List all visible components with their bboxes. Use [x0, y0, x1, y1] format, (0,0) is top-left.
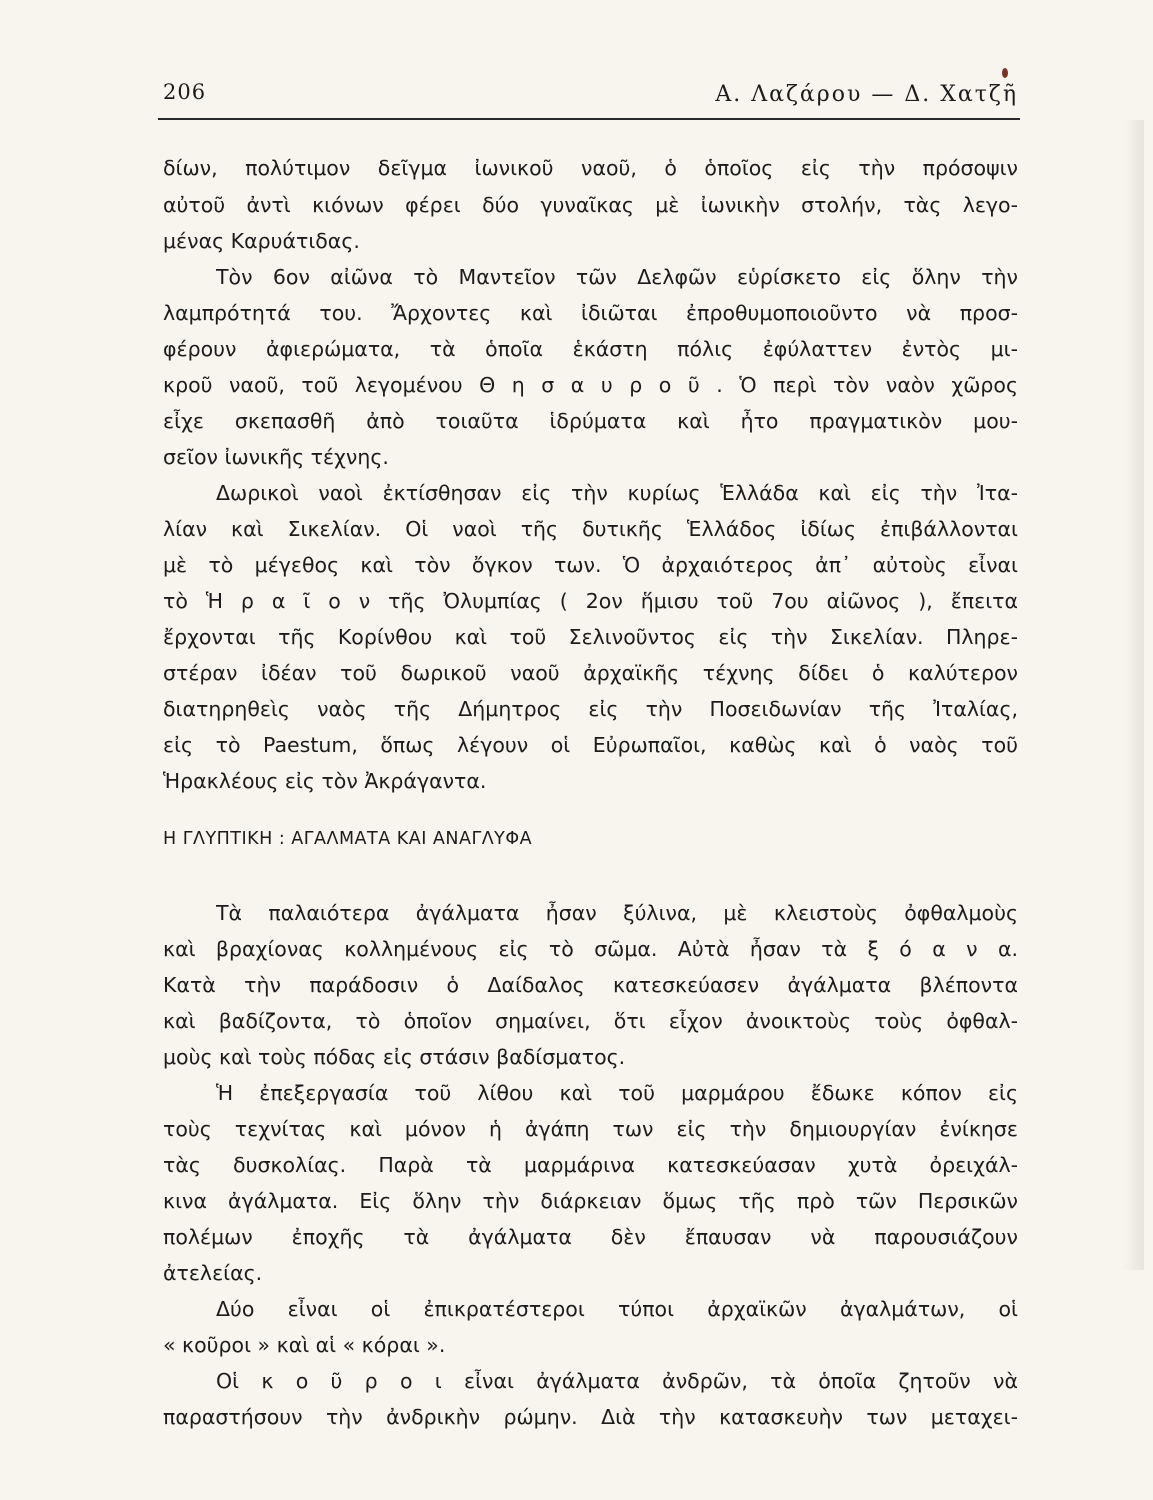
- text-line: παραστήσουν τὴν ἀνδρικὴν ρώμην. Διὰ τὴν κατασκευὴν των μεταχει-: [163, 1405, 1018, 1429]
- text-line: Ἡρακλέους εἰς τὸν Ἀκράγαντα.: [163, 769, 487, 793]
- text-line: καὶ βαδίζοντα, τὸ ὁποῖον σημαίνει, ὅτι εἶχον ἀνοικτοὺς τοὺς ὀφθαλ-: [163, 1009, 1018, 1033]
- text-line: αὐτοῦ ἀντὶ κιόνων φέρει δύο γυναῖκας μὲ ἰωνικὴν στολήν, τὰς λεγο-: [163, 193, 1018, 217]
- text-line: ἔρχονται τῆς Κορίνθου καὶ τοῦ Σελινοῦντος εἰς τὴν Σικελίαν. Πληρε-: [163, 625, 1018, 649]
- text-line: κροῦ ναοῦ, τοῦ λεγομένου Θ η σ α υ ρ ο ῦ . Ὁ περὶ τὸν ναὸν χῶρος: [163, 373, 1018, 397]
- text-line: κινα ἀγάλματα. Εἰς ὅλην τὴν διάρκειαν ὅμως τῆς πρὸ τῶν Περσικῶν: [163, 1189, 1018, 1213]
- text-line: « κοῦροι » καὶ αἱ « κόραι ».: [163, 1333, 446, 1357]
- text-line: τὰς δυσκολίας. Παρὰ τὰ μαρμάρινα κατεσκεύασαν χυτὰ ὀρειχάλ-: [163, 1153, 1018, 1177]
- text-line: Οἱ κ ο ῦ ρ ο ι εἶναι ἀγάλματα ἀνδρῶν, τὰ ὁποῖα ζητοῦν νὰ: [216, 1369, 1018, 1393]
- text-line: Δωρικοὶ ναοὶ ἐκτίσθησαν εἰς τὴν κυρίως Ἑλλάδα καὶ εἰς τὴν Ἰτα-: [216, 481, 1018, 505]
- text-line: Τὰ παλαιότερα ἀγάλματα ἦσαν ξύλινα, μὲ κλειστοὺς ὀφθαλμοὺς: [216, 901, 1018, 925]
- text-line: πολέμων ἐποχῆς τὰ ἀγάλματα δὲν ἔπαυσαν νὰ παρουσιάζουν: [163, 1225, 1018, 1249]
- text-line: ἀτελείας.: [163, 1261, 263, 1285]
- section-heading: Η ΓΛΥΠΤΙΚΗ : ΑΓΑΛΜΑΤΑ ΚΑΙ ΑΝΑΓΛΥΦΑ: [163, 829, 533, 849]
- running-head: Α. Λαζάρου — Δ. Χατζῆ: [715, 82, 1018, 107]
- text-line: Τὸν 6ον αἰῶνα τὸ Μαντεῖον τῶν Δελφῶν εὑρίσκετο εἰς ὅλην τὴν: [216, 265, 1018, 289]
- page-header: [163, 80, 1018, 114]
- text-line: εἰς τὸ Paestum, ὅπως λέγουν οἱ Εὐρωπαῖοι, καθὼς καὶ ὁ ναὸς τοῦ: [163, 733, 1018, 757]
- text-line: λίαν καὶ Σικελίαν. Οἱ ναοὶ τῆς δυτικῆς Ἑλλάδος ἰδίως ἐπιβάλλονται: [163, 517, 1018, 541]
- text-line: σεῖον ἰωνικῆς τέχνης.: [163, 445, 389, 469]
- text-line: Κατὰ τὴν παράδοσιν ὁ Δαίδαλος κατεσκεύασεν ἀγάλματα βλέποντα: [163, 973, 1018, 997]
- ink-mark: [1002, 68, 1008, 78]
- text-line: Ἡ ἐπεξεργασία τοῦ λίθου καὶ τοῦ μαρμάρου ἔδωκε κόπον εἰς: [216, 1081, 1018, 1105]
- text-line: Δύο εἶναι οἱ ἐπικρατέστεροι τύποι ἀρχαϊκῶν ἀγαλμάτων, οἱ: [216, 1297, 1018, 1321]
- bleed-through-margin: [1122, 120, 1144, 1270]
- page-number: 206: [163, 80, 207, 104]
- text-line: φέρουν ἀφιερώματα, τὰ ὁποῖα ἑκάστη πόλις ἐφύλαττεν ἐντὸς μι-: [163, 337, 1018, 361]
- text-line: τὸ Ἡ ρ α ῖ ο ν τῆς Ὀλυμπίας ( 2ον ἥμισυ τοῦ 7ου αἰῶνος ), ἔπειτα: [163, 589, 1018, 613]
- text-line: εἶχε σκεπασθῆ ἀπὸ τοιαῦτα ἱδρύματα καὶ ἦτο πραγματικὸν μου-: [163, 409, 1018, 433]
- text-line: τοὺς τεχνίτας καὶ μόνον ἡ ἀγάπη των εἰς τὴν δημιουργίαν ἐνίκησε: [163, 1117, 1018, 1141]
- text-line: δίων, πολύτιμον δεῖγμα ἰωνικοῦ ναοῦ, ὁ ὁποῖος εἰς τὴν πρόσοψιν: [163, 156, 1018, 180]
- text-line: λαμπρότητά του. Ἄρχοντες καὶ ἰδιῶται ἐπροθυμοποιοῦντο νὰ προσ-: [163, 301, 1018, 325]
- text-line: στέραν ἰδέαν τοῦ δωρικοῦ ναοῦ ἀρχαϊκῆς τέχνης δίδει ὁ καλύτερον: [163, 661, 1018, 685]
- text-line: μοὺς καὶ τοὺς πόδας εἰς στάσιν βαδίσματος.: [163, 1045, 626, 1069]
- text-line: διατηρηθεὶς ναὸς τῆς Δήμητρος εἰς τὴν Ποσειδωνίαν τῆς Ἰταλίας,: [163, 697, 1018, 721]
- text-line: μένας Καρυάτιδας.: [163, 229, 360, 253]
- text-line: μὲ τὸ μέγεθος καὶ τὸν ὄγκον των. Ὁ ἀρχαιότερος ἀπ᾿ αὐτοὺς εἶναι: [163, 553, 1018, 577]
- header-rule: [158, 118, 1020, 120]
- text-line: καὶ βραχίονας κολλημένους εἰς τὸ σῶμα. Αὐτὰ ἦσαν τὰ ξ ό α ν α.: [163, 937, 1018, 961]
